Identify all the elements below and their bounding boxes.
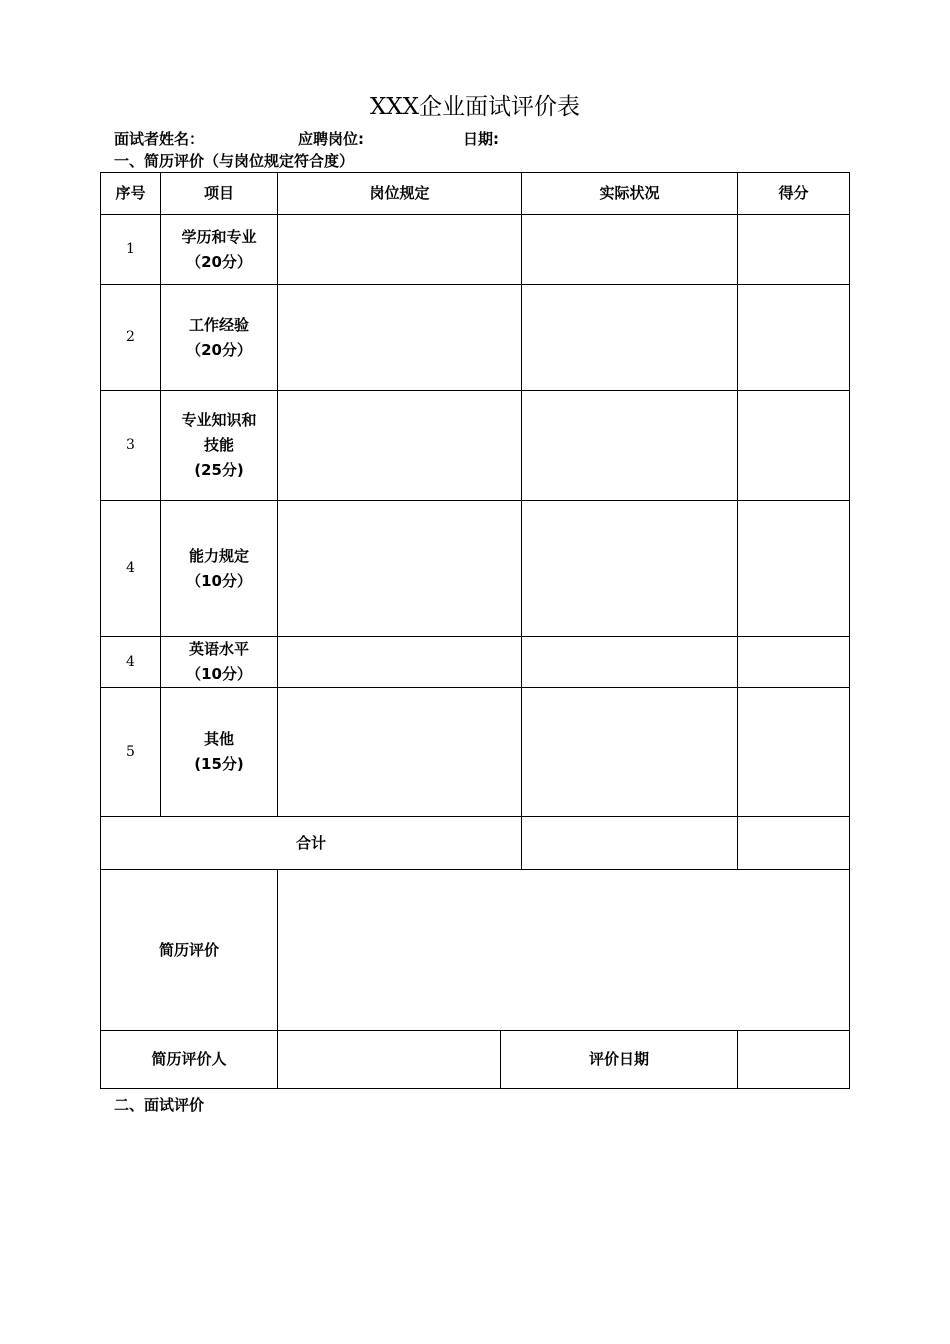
row-item-points: (15分) [194, 755, 244, 773]
eval-date-label: 评价日期 [501, 1031, 738, 1089]
section-interview-heading: 二、面试评价 [114, 1096, 205, 1114]
score-cell[interactable] [738, 501, 850, 637]
row-item-points: （10分） [186, 665, 252, 683]
actual-cell[interactable] [522, 285, 738, 391]
table-row [101, 215, 850, 285]
table-row [101, 637, 850, 688]
actual-cell[interactable] [522, 501, 738, 637]
row-item-label: 学历和专业 [181, 227, 257, 246]
row-no: 3 [101, 391, 161, 501]
total-row [101, 817, 850, 870]
requirement-cell[interactable] [278, 391, 522, 501]
page-title: XXX企业面试评价表 [369, 94, 581, 120]
row-item-label: 专业知识和技能 [181, 411, 257, 454]
row-item-label: 能力规定 [188, 546, 249, 565]
actual-cell[interactable] [522, 637, 738, 688]
actual-cell[interactable] [522, 215, 738, 285]
requirement-cell[interactable] [278, 501, 522, 637]
actual-cell[interactable] [522, 688, 738, 817]
actual-cell[interactable] [522, 391, 738, 501]
header-item: 项目 [161, 173, 278, 215]
row-item-label: 其他 [203, 730, 234, 748]
requirement-cell[interactable] [278, 285, 522, 391]
row-no: 1 [101, 215, 161, 285]
table-header-row [101, 173, 850, 215]
row-item [161, 688, 278, 817]
header-requirement: 岗位规定 [278, 173, 522, 215]
header-no: 序号 [101, 173, 161, 215]
table-row [101, 391, 850, 501]
position-label: 应聘岗位: [298, 130, 364, 148]
score-cell[interactable] [738, 637, 850, 688]
score-cell[interactable] [738, 391, 850, 501]
row-no: 4 [101, 501, 161, 637]
row-item [161, 285, 278, 391]
evaluator-cell[interactable] [278, 1031, 501, 1089]
resume-eval-row [101, 870, 850, 1031]
row-item [161, 215, 278, 285]
row-item-points: （20分） [186, 340, 252, 359]
evaluator-label: 简历评价人 [101, 1031, 278, 1089]
requirement-cell[interactable] [278, 637, 522, 688]
row-item-points: （20分） [186, 252, 252, 271]
row-item-points: （10分） [186, 571, 252, 590]
total-score-cell[interactable] [738, 817, 850, 870]
evaluator-row [101, 1031, 850, 1089]
header-score: 得分 [738, 173, 850, 215]
table-row [101, 501, 850, 637]
score-cell[interactable] [738, 215, 850, 285]
row-no: 2 [101, 285, 161, 391]
resume-eval-cell[interactable] [278, 870, 850, 1031]
eval-date-cell[interactable] [738, 1031, 850, 1089]
score-cell[interactable] [738, 285, 850, 391]
row-item-label: 英语水平 [188, 640, 249, 658]
total-actual-cell[interactable] [522, 817, 738, 870]
row-item [161, 637, 278, 688]
date-label: 日期: [463, 130, 499, 148]
table-row [101, 285, 850, 391]
resume-eval-label: 简历评价 [101, 870, 278, 1031]
row-no: 5 [101, 688, 161, 817]
requirement-cell[interactable] [278, 215, 522, 285]
evaluation-table [100, 172, 850, 1089]
row-item [161, 391, 278, 501]
interviewee-name-label: 面试者姓名： [114, 130, 205, 148]
total-label: 合计 [101, 817, 522, 870]
header-actual: 实际状况 [522, 173, 738, 215]
section-resume-heading: 一、简历评价（与岗位规定符合度） [114, 152, 355, 170]
requirement-cell[interactable] [278, 688, 522, 817]
row-no: 4 [101, 637, 161, 688]
row-item-label: 工作经验 [188, 315, 249, 334]
table-row [101, 688, 850, 817]
score-cell[interactable] [738, 688, 850, 817]
row-item [161, 501, 278, 637]
row-item-points: (25分) [194, 461, 244, 479]
